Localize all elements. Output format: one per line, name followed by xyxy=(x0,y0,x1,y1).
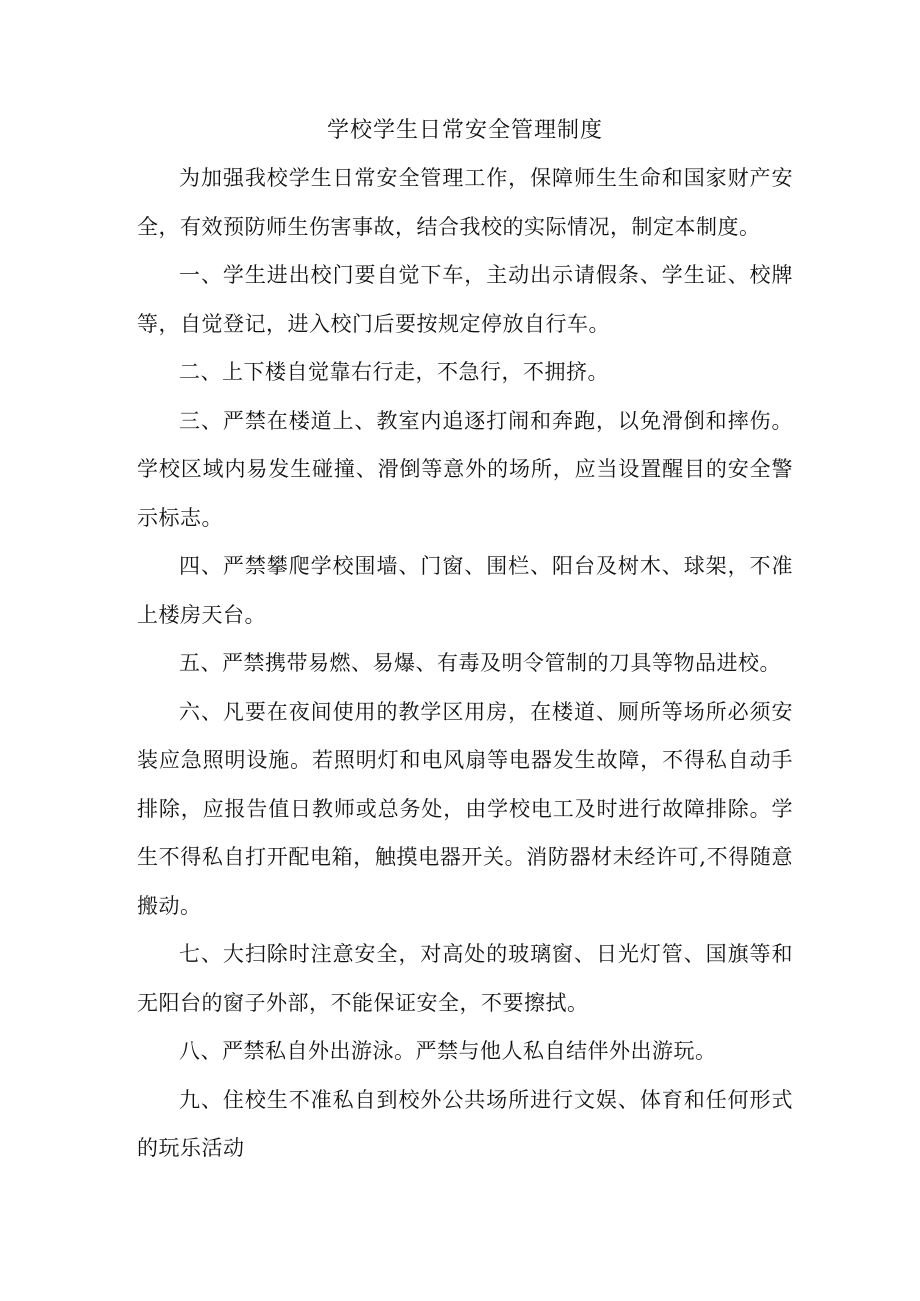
paragraph-rule-3: 三、严禁在楼道上、教室内追逐打闹和奔跑，以免滑倒和摔伤。学校区域内易发生碰撞、滑倒等意外的场所，应当设置醒目的安全警示标志。 xyxy=(137,408,793,530)
paragraph-rule-5: 五、严禁携带易燃、易爆、有毒及明令管制的刀具等物品进校。 xyxy=(179,651,781,675)
document-body xyxy=(137,108,793,1173)
paragraph-rule-7: 七、大扫除时注意安全，对高处的玻璃窗、日光灯管、国旗等和无阳台的窗子外部，不能保证安全，不要擦拭。 xyxy=(137,942,793,1015)
paragraph-rule-2: 二、上下楼自觉靠右行走，不急行，不拥挤。 xyxy=(179,360,609,384)
paragraph-rule-1: 一、学生进出校门要自觉下车，主动出示请假条、学生证、校牌等，自觉登记，进入校门后要按规定停放自行车。 xyxy=(137,263,793,336)
paragraph-rule-8: 八、严禁私自外出游泳。严禁与他人私自结伴外出游玩。 xyxy=(179,1039,717,1063)
paragraph-intro: 为加强我校学生日常安全管理工作，保障师生生命和国家财产安全，有效预防师生伤害事故，结合我校的实际情况，制定本制度。 xyxy=(137,166,793,239)
paragraph-rule-9: 九、住校生不准私自到校外公共场所进行文娱、体育和任何形式的玩乐活动 xyxy=(137,1087,793,1160)
paragraph-rule-6: 六、凡要在夜间使用的教学区用房，在楼道、厕所等场所必须安装应急照明设施。若照明灯和电风扇等电器发生故障，不得私自动手排除，应报告值日教师或总务处，由学校电工及时进行故障排除。学生不得私自打开配电箱，触摸电器开关。消防器材未经许可,不得随意搬动。 xyxy=(137,699,793,918)
paragraph-rule-4: 四、严禁攀爬学校围墙、门窗、围栏、阳台及树木、球架，不准上楼房天台。 xyxy=(137,554,793,627)
page-title: 学校学生日常安全管理制度 xyxy=(326,118,603,143)
